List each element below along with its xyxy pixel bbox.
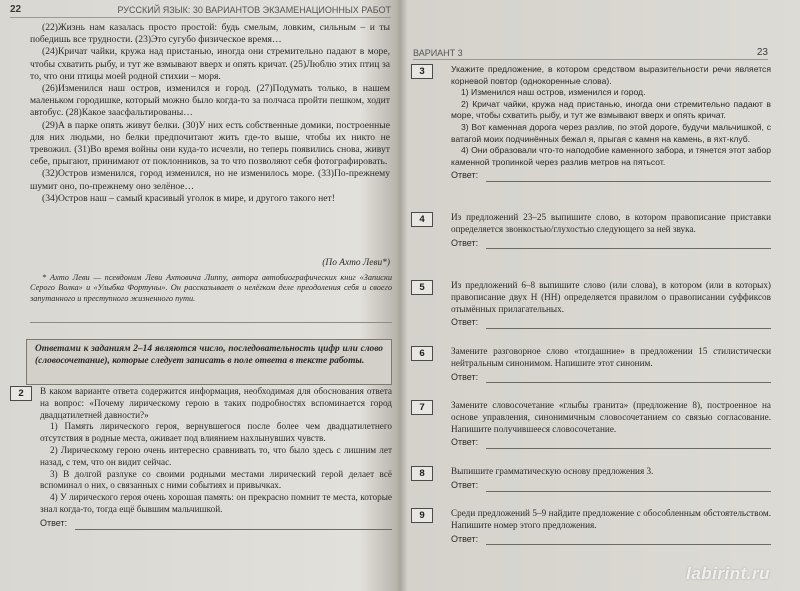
answer-option: 1) Память лирического героя, вернувшегося после более чем двадцатилетнего отсутствия в родные места, оживает под влиянием нахлынувших чувств. — [40, 421, 392, 444]
task-question: В каком варианте ответа содержится информация, необходимая для обоснования ответа на вопрос: «Почему лирическому герою в таких подробностях вспоминается город двадцатилетней давности?» — [40, 386, 392, 420]
answer-field[interactable] — [451, 480, 771, 492]
answer-label: Ответ: — [451, 237, 479, 248]
answer-field[interactable] — [451, 317, 771, 329]
answer-option: 3) Вот каменная дорога через разлив, по этой дороге, будучи мальчишкой, с ватагой моих подчинённых бежал я, прыгая с камня на камень, в яхт-клуб. — [451, 121, 771, 144]
task-number: 3 — [411, 64, 433, 79]
task-body — [451, 64, 771, 182]
task-question: Замените разговорное слово «тогдашние» в предложении 15 стилистически нейтральным синонимом. Напишите этот синоним. — [451, 346, 771, 368]
task-7 — [411, 400, 781, 449]
answer-field[interactable] — [451, 534, 771, 546]
answer-blank[interactable] — [75, 521, 392, 530]
task-4 — [411, 212, 781, 249]
task-body — [451, 466, 771, 492]
task-question: Из предложений 23–25 выпишите слово, в котором правописание приставки определяется звонкостью/глухостью следующего за ней звука. — [451, 212, 771, 234]
task-question: Среди предложений 5–9 найдите предложение с обособленным обстоятельством. Напишите номер этого предложения. — [451, 508, 771, 530]
answer-label: Ответ: — [451, 437, 479, 448]
answer-option: 1) Изменился наш остров, изменился и город. — [461, 87, 646, 98]
task-8 — [411, 466, 781, 492]
footnote: * Ахто Леви — псевдоним Леви Ахтовича Липпу, автора автобиографических книг «Записки Серого Волка» и «Улыбка Фортуны». Он рассказывает о нелёгком деле преодоления себя и своего запутанного и преступного жизненного пути. — [30, 273, 392, 303]
task-question: Выпишите грамматическую основу предложения 3. — [451, 466, 654, 476]
task-body — [451, 212, 771, 249]
answer-option: 3) В долгой разлуке со своими родными местами лирический герой делает всё вспоминал о них, о связанных с ними событиях и привычках. — [40, 468, 392, 491]
answer-label: Ответ: — [40, 517, 68, 528]
instruction-box: Ответами к заданиям 2–14 являются число, последовательность цифр или слово (словосочетание), которые следует записать в поле ответа в тексте работы. — [26, 339, 392, 385]
answer-blank[interactable] — [486, 536, 771, 545]
task-number: 9 — [411, 508, 433, 523]
answer-label: Ответ: — [451, 479, 479, 490]
answer-label: Ответ: — [451, 317, 479, 328]
answer-label: Ответ: — [451, 170, 479, 181]
text-paragraph: (32)Остров изменился, город изменился, но не изменилось море. (33)По-прежнему шумит оно, по-прежнему оно зелёное… — [30, 168, 390, 192]
answer-field[interactable] — [451, 170, 771, 182]
watermark-logo: labirint.ru — [686, 564, 770, 583]
answer-blank[interactable] — [486, 483, 771, 492]
task-body — [40, 386, 392, 530]
task-body — [451, 346, 771, 383]
running-head-title: РУССКИЙ ЯЗЫК: 30 ВАРИАНТОВ ЭКЗАМЕНАЦИОННЫХ РАБОТ — [117, 4, 391, 15]
divider — [30, 322, 392, 323]
task-number: 5 — [411, 280, 433, 295]
task-body — [451, 280, 771, 329]
answer-blank[interactable] — [486, 173, 771, 182]
task-2 — [10, 386, 392, 530]
answer-option: 2) Кричат чайки, кружа над пристанью, иногда они стремительно падают в море, чтобы схватить рыбу, и тут же взмывают вверх и опять кричат. — [451, 98, 771, 121]
answer-label: Ответ: — [451, 533, 479, 544]
variant-title: ВАРИАНТ 3 — [413, 48, 463, 58]
answer-field[interactable] — [451, 238, 771, 250]
page-number: 23 — [756, 47, 768, 58]
task-question: Замените словосочетание «глыбы гранита» (предложение 8), построенное на основе управления, синонимичным словосочетанием со связью согласование. Напишите получившееся словосочетание. — [451, 400, 771, 434]
left-page — [0, 0, 397, 591]
task-6 — [411, 346, 781, 383]
task-body — [451, 508, 771, 545]
task-number: 8 — [411, 466, 433, 481]
answer-blank[interactable] — [486, 374, 771, 383]
answer-field[interactable] — [451, 437, 771, 449]
running-head — [10, 4, 391, 18]
task-question: Укажите предложение, в котором средством выразительности речи является корневой повтор (однокоренные слова). — [451, 64, 771, 86]
text-paragraph: (24)Кричат чайки, кружа над пристанью, иногда они стремительно падают в море, чтобы схватить рыбу, и тут же взмывают вверх и опять кричат. (25)Люблю этих птиц за то, что они птицы моей родной стихии – моря. — [30, 46, 390, 82]
answer-blank[interactable] — [486, 440, 771, 449]
task-9 — [411, 508, 781, 545]
task-number: 4 — [411, 212, 433, 227]
text-paragraph: (34)Остров наш – самый красивый уголок в мире, и другого такого нет! — [42, 192, 335, 204]
task-number: 7 — [411, 400, 433, 415]
task-body — [451, 400, 771, 449]
task-number: 6 — [411, 346, 433, 361]
answer-option: 2) Лирическому герою очень интересно сравнивать то, что было здесь с лишним лет назад, с тем, что он видит сейчас. — [40, 444, 392, 467]
task-number: 2 — [10, 386, 32, 401]
text-paragraph: (29)А в парке опять живут белки. (30)У них есть собственные домики, построенные для них людьми, но белки предпочитают жить где-то выше, чтобы их никто не тревожил. (31)Во время войны они куда-то исчезли, но теперь появились снова, живут себе, прыгают, принимают от поклонников, за то что позволяют себя фотографировать. — [30, 119, 390, 168]
source-text — [30, 22, 390, 205]
task-question: Из предложений 6–8 выпишите слово (или слова), в котором (или в которых) правописание двух Н (НН) определяется правилом о правописании суффиксов отымённых прилагательных. — [451, 280, 771, 314]
running-head-right — [413, 47, 768, 60]
text-paragraph: (26)Изменился наш остров, изменился и город. (27)Подумать только, в нашем маленьком городишке, который можно было когда-то за полчаса пройти пешком, ходит автобус. (28)Какое заасфальтированы… — [30, 83, 390, 119]
task-3 — [411, 64, 781, 182]
answer-option: 4) Они образовали что-то наподобие каменного забора, и тянется этот забор каменной тропинкой через разлив метров на пятьсот. — [451, 145, 771, 167]
answer-field[interactable] — [40, 518, 392, 530]
answer-blank[interactable] — [486, 320, 771, 329]
text-source: (По Ахто Леви*) — [322, 258, 390, 268]
right-page — [401, 0, 800, 591]
answer-option: 4) У лирического героя очень хорошая память: он прекрасно помнит те места, которые знал когда-то, тогда ещё бывшим мальчишкой. — [40, 492, 392, 514]
task-5 — [411, 280, 781, 329]
answer-field[interactable] — [451, 372, 771, 384]
text-paragraph: (22)Жизнь нам казалась просто простой: будь смелым, ловким, сильным – и ты победишь все трудности. (23)Это сугубо физическое время… — [30, 22, 390, 46]
answer-label: Ответ: — [451, 371, 479, 382]
page-number: 22 — [10, 4, 22, 15]
answer-blank[interactable] — [486, 240, 771, 249]
